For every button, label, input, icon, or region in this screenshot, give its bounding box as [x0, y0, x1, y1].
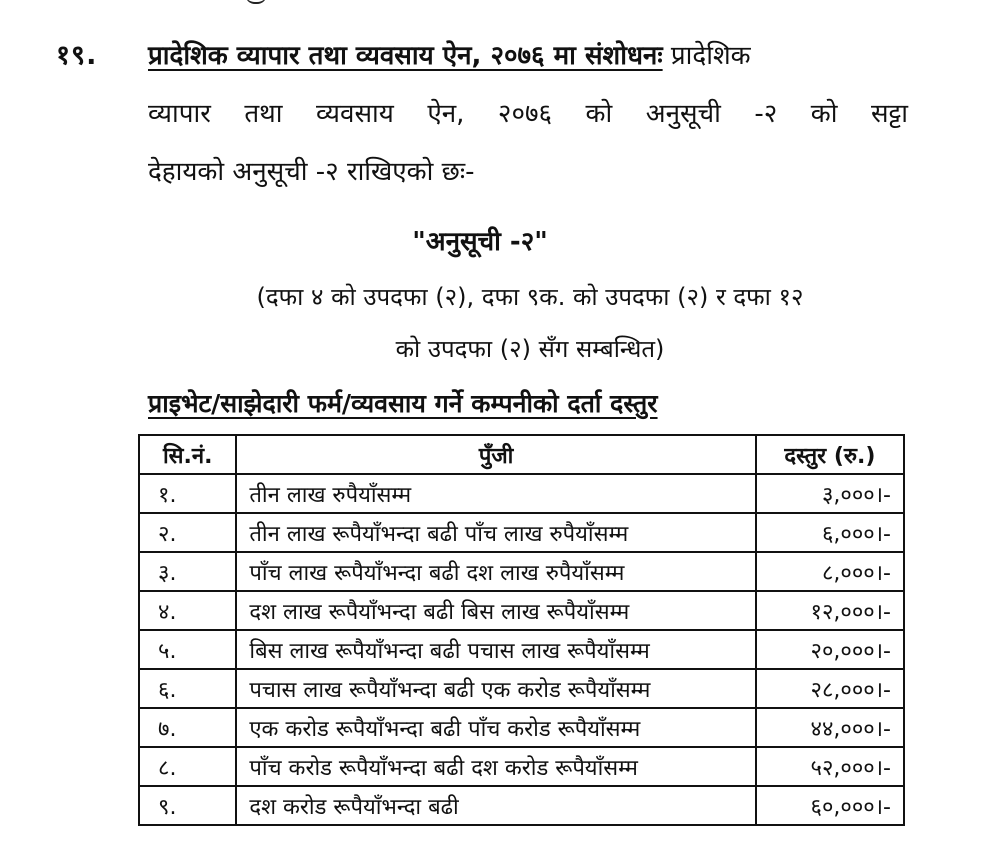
serial-number-cell: ७.: [139, 708, 236, 747]
capital-range-cell: पाँच लाख रूपैयाँभन्दा बढी दश लाख रुपैयाँसम्म: [236, 552, 755, 591]
paragraph-word: व्यापार: [148, 99, 211, 129]
paragraph-word: ऐन,: [427, 99, 465, 129]
capital-range-cell: तीन लाख रुपैयाँसम्म: [236, 474, 755, 513]
capital-range-cell: दश लाख रूपैयाँभन्दा बढी बिस लाख रूपैयाँसम्म: [236, 591, 755, 630]
capital-range-cell: पाँच करोड रूपैयाँभन्दा बढी दश करोड रूपैयाँसम्म: [236, 747, 755, 786]
section-number: १९.: [56, 40, 98, 71]
serial-number-cell: ८.: [139, 747, 236, 786]
serial-number-column-header: सि.नं.: [139, 435, 236, 474]
fee-amount-cell: २८,०००।-: [756, 669, 904, 708]
serial-number-cell: ५.: [139, 630, 236, 669]
serial-number-cell: २.: [139, 513, 236, 552]
table-row: [139, 669, 904, 708]
fee-amount-cell: ६,०००।-: [756, 513, 904, 552]
table-row: [139, 591, 904, 630]
section-heading: प्रादेशिक व्यापार तथा व्यवसाय ऐन, २०७६ मा संशोधनः: [148, 41, 663, 71]
paragraph-word: व्यवसाय: [316, 99, 394, 129]
section-paragraph-line-3: देहायको अनुसूची -२ राखिएको छः-: [148, 157, 475, 187]
fee-amount-cell: ५२,०००।-: [756, 747, 904, 786]
capital-column-header: पुँजी: [236, 435, 755, 474]
schedule-title: "अनुसूची -२": [412, 227, 548, 257]
table-row: [139, 474, 904, 513]
serial-number-cell: ४.: [139, 591, 236, 630]
table-row: [139, 552, 904, 591]
fee-column-header: दस्तुर (रु.): [756, 435, 904, 474]
section-paragraph-line-1: [148, 36, 908, 76]
paragraph-word: को: [810, 99, 838, 129]
table-row: [139, 513, 904, 552]
fee-table-body: [139, 474, 904, 825]
serial-number-cell: ३.: [139, 552, 236, 591]
fee-amount-cell: ६०,०००।-: [756, 786, 904, 825]
fee-amount-cell: १२,०००।-: [756, 591, 904, 630]
registration-fee-table: [138, 434, 905, 826]
paragraph-word: २०७६: [497, 99, 553, 129]
previous-page-text-fragment: [245, 0, 267, 4]
schedule-reference-line-1: (दफा ४ को उपदफा (२), दफा ९क. को उपदफा (२) र दफा १२: [256, 283, 804, 311]
table-row: [139, 630, 904, 669]
table-row: [139, 708, 904, 747]
capital-range-cell: दश करोड रूपैयाँभन्दा बढी: [236, 786, 755, 825]
capital-range-cell: एक करोड रूपैयाँभन्दा बढी पाँच करोड रूपैयाँसम्म: [236, 708, 755, 747]
schedule-reference-line-2: को उपदफा (२) सँग सम्बन्धित): [395, 335, 665, 363]
capital-range-cell: पचास लाख रूपैयाँभन्दा बढी एक करोड रूपैयाँसम्म: [236, 669, 755, 708]
serial-number-cell: १.: [139, 474, 236, 513]
section-paragraph-start: प्रादेशिक: [670, 41, 751, 71]
capital-range-cell: तीन लाख रूपैयाँभन्दा बढी पाँच लाख रुपैयाँसम्म: [236, 513, 755, 552]
section-paragraph-line-2: [148, 94, 908, 134]
paragraph-word: अनुसूची: [645, 99, 721, 129]
serial-number-cell: ९.: [139, 786, 236, 825]
fee-amount-cell: ८,०००।-: [756, 552, 904, 591]
fee-amount-cell: ४४,०००।-: [756, 708, 904, 747]
paragraph-word: को: [585, 99, 613, 129]
fee-amount-cell: ३,०००।-: [756, 474, 904, 513]
fee-amount-cell: २०,०००।-: [756, 630, 904, 669]
paragraph-word: सट्टा: [870, 99, 908, 129]
paragraph-word: -२: [754, 99, 778, 129]
capital-range-cell: बिस लाख रूपैयाँभन्दा बढी पचास लाख रूपैयाँसम्म: [236, 630, 755, 669]
table-row: [139, 786, 904, 825]
paragraph-word: तथा: [244, 99, 283, 129]
serial-number-cell: ६.: [139, 669, 236, 708]
table-row: [139, 747, 904, 786]
fee-table-heading: प्राइभेट/साझेदारी फर्म/व्यवसाय गर्ने कम्पनीको दर्ता दस्तुर: [148, 389, 658, 418]
table-header-row: [139, 435, 904, 474]
